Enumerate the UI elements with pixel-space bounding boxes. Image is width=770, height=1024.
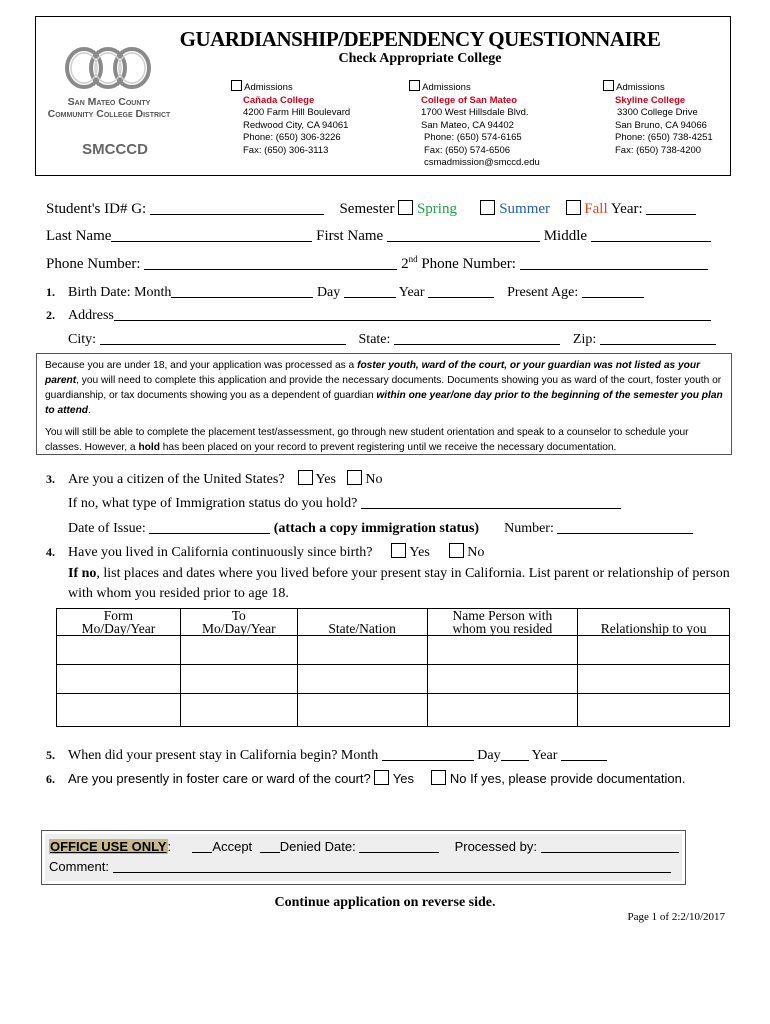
q4-instructions-line2: with whom you resided prior to age 18. [68,586,289,601]
table-cell[interactable] [427,665,578,694]
accept-field[interactable] [192,840,212,853]
col-header-person: Name Person with whom you resided [427,609,578,636]
q4-number: 4. [46,545,55,559]
notice-paragraph-1: Because you are under 18, and your application was processed as a foster youth, ward of the court, or your guardian was not listed as your parent, you will need to complete this application and provide the necessary documents. Documents showing you as ward of the court, foster youth or guardianship, or tax documents showing you as a dependent of guardian within one year/one day prior to the beginning of the semester you plan to attend. [45,360,723,416]
table-cell[interactable] [57,636,181,665]
summer-checkbox[interactable] [480,200,495,215]
year-field[interactable] [646,200,696,215]
q3-label: Are you a citizen of the United States? [68,472,285,487]
q4-no-checkbox[interactable] [449,543,464,558]
processed-by-field[interactable] [541,840,679,853]
san-mateo-checkbox[interactable] [409,80,420,91]
year-label: Year: [610,201,643,217]
spring-checkbox[interactable] [398,200,413,215]
q3-row [46,470,383,488]
q1-number: 1. [46,285,55,299]
row-address [46,306,711,324]
notice-box [36,353,732,455]
q3-yes-label: Yes [315,472,336,487]
table-cell[interactable] [180,694,297,727]
q4-no-label: No [467,545,485,560]
q5-year-label: Year [531,748,558,763]
row-city [68,330,716,348]
birth-month-field[interactable] [171,283,313,298]
state-field[interactable] [394,330,560,345]
last-name-label: Last Name [46,228,112,244]
office-date-label: Date: [324,839,356,854]
district-abbr: SMCCCD [82,141,148,158]
spring-label: Spring [416,201,457,217]
first-name-label: First Name [316,228,384,244]
q5-year-field[interactable] [561,746,607,761]
q6-label: Are you presently in foster care or ward of the court? [68,771,371,786]
first-name-field[interactable] [387,227,540,242]
q2-number: 2. [46,308,55,322]
table-cell[interactable] [297,665,427,694]
q5-month-field[interactable] [382,746,474,761]
phone-label: Phone Number: [46,256,141,272]
zip-label: Zip: [572,332,597,347]
page-subtitle: Check Appropriate College [338,51,502,66]
q3-yes-checkbox[interactable] [298,470,313,485]
q4-row [46,543,484,561]
page-title: GUARDIANSHIP/DEPENDENCY QUESTIONNAIRE [179,27,661,51]
birth-year-label: Year [398,285,425,300]
q6-no-checkbox[interactable] [431,770,446,785]
fall-label: Fall [584,201,608,217]
student-id-field[interactable] [150,200,324,215]
q5-day-label: Day [477,748,501,763]
birth-year-field[interactable] [428,283,494,298]
table-header-row [57,609,730,636]
continue-note: Continue application on reverse side. [274,895,496,910]
table-cell[interactable] [427,694,578,727]
table-cell[interactable] [578,636,730,665]
date-of-issue-field[interactable] [149,519,270,534]
table-cell[interactable] [578,665,730,694]
college-canada: Admissions Cañada College 4200 Farm Hill Boulevard Redwood City, CA 94061 Phone: (650) 306-3226 Fax: (650) 306-3113 [231,80,350,157]
canada-checkbox[interactable] [231,80,242,91]
q5-row [46,746,607,764]
table-cell[interactable] [180,636,297,665]
row-id-semester [46,200,696,218]
col-header-state: State/Nation [297,609,427,636]
table-row [57,636,730,665]
q6-row [46,770,685,787]
state-label: State: [358,332,391,347]
date-of-issue-label: Date of Issue: [68,521,146,536]
row-birthdate [46,283,644,301]
q3-no-checkbox[interactable] [347,470,362,485]
summer-label: Summer [499,201,551,217]
skyline-checkbox[interactable] [603,80,614,91]
q3-status-row [68,494,621,512]
college-san-mateo: Admissions College of San Mateo 1700 West Hillsdale Blvd. San Mateo, CA 94402 Phone: (650) 574-6165 Fax: (650) 574-6506 csmadmission@smccd.edu [409,80,540,170]
student-id-label: Student's ID# G: [46,201,147,217]
q3-number: 3. [46,472,55,486]
comment-label: Comment: [49,859,109,874]
birth-date-label: Birth Date: Month [68,285,172,300]
comment-field[interactable] [113,860,671,873]
col-header-from: Form Mo/Day/Year [57,609,181,636]
attach-note: (attach a copy immigration status) [273,521,480,536]
page-number: Page 1 of 2:2/10/2017 [627,911,725,923]
office-use-box [41,830,686,885]
immigration-status-label: If no, what type of Immigration status do you hold? [68,496,358,511]
q4-instructions-line1: If no, list places and dates where you lived before your present stay in California. List parent or relationship of person [68,566,730,581]
q4-label: Have you lived in California continuously since birth? [68,545,373,560]
q5-label: When did your present stay in California begin? Month [68,748,379,763]
q4-yes-label: Yes [409,545,430,560]
college-skyline: Admissions Skyline College 3300 College Drive San Bruno, CA 94066 Phone: (650) 738-4251 Fax: (650) 738-4200 [603,80,713,157]
phone2-field[interactable] [520,255,708,270]
office-row-2 [49,859,671,874]
district-name: San Mateo County Community College District [47,96,171,120]
city-label: City: [68,332,97,347]
table-cell[interactable] [57,694,181,727]
col-header-to: To Mo/Day/Year [180,609,297,636]
table-cell[interactable] [57,665,181,694]
col-header-relationship: Relationship to you [578,609,730,636]
table-cell[interactable] [297,694,427,727]
q4-yes-checkbox[interactable] [391,543,406,558]
birth-day-label: Day [316,285,341,300]
q5-number: 5. [46,748,55,762]
table-row [57,694,730,727]
semester-label: Semester [339,201,395,217]
fall-checkbox[interactable] [566,200,581,215]
immigration-status-field[interactable] [361,494,621,509]
office-use-label: OFFICE USE ONLY [50,839,167,854]
middle-label: Middle [543,228,588,244]
q3-no-label: No [365,472,383,487]
q6-yes-label: Yes [392,771,414,786]
office-row-1: OFFICE USE ONLY: Accept Denied Date: Processed by: [49,839,679,854]
number-field[interactable] [557,519,693,534]
present-age-label: Present Age: [507,285,579,300]
table-cell[interactable] [180,665,297,694]
table-cell[interactable] [578,694,730,727]
residence-table [56,608,730,727]
city-field[interactable] [100,330,346,345]
row-name [46,227,711,245]
q6-tail: If yes, please provide documentation. [470,771,686,786]
table-row [57,665,730,694]
q6-number: 6. [46,772,55,786]
notice-paragraph-2: You will still be able to complete the placement test/assessment, go through new student orientation and speak to a counselor to schedule your classes. However, a hold has been placed on your record to prevent registering until we receive the necessary documentation. [45,427,689,453]
table-cell[interactable] [427,636,578,665]
accept-label: Accept [212,839,253,854]
phone2-label: 2nd Phone Number: [401,254,516,272]
middle-field[interactable] [591,227,711,242]
denied-field[interactable] [260,840,280,853]
table-cell[interactable] [297,636,427,665]
address-label: Address [68,308,114,323]
last-name-field[interactable] [111,227,312,242]
denied-label: Denied [279,839,321,854]
q3-issue-row [68,519,693,537]
number-label: Number: [504,521,554,536]
processed-by-label: Processed by: [454,839,537,854]
zip-field[interactable] [600,330,716,345]
office-date-field[interactable] [359,840,439,853]
address-field[interactable] [114,306,711,321]
present-age-field[interactable] [582,283,644,298]
q6-yes-checkbox[interactable] [374,770,389,785]
birth-day-field[interactable] [344,283,396,298]
row-phone [46,254,708,273]
q6-no-label: No [449,771,467,786]
q5-day-field[interactable] [501,746,529,761]
phone-field[interactable] [144,255,397,270]
